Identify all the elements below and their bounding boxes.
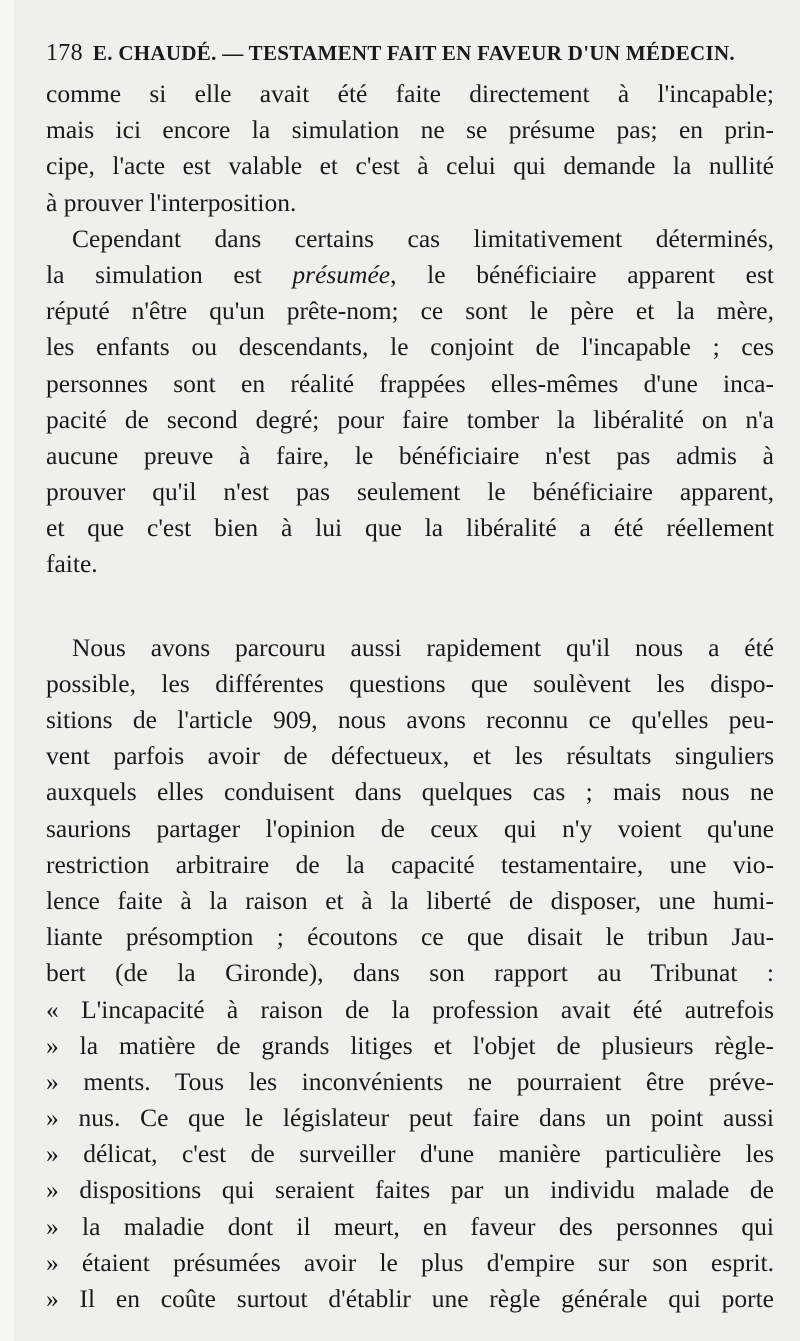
text-line: les enfants ou descendants, le conjoint de l'incapable ; ces — [46, 332, 774, 362]
text-line: comme si elle avait été faite directement à l'incapable; — [46, 79, 774, 108]
text-line: saurions partager l'opinion de ceux qui n'y voient qu'une — [46, 813, 774, 843]
text-line: faite. — [46, 549, 98, 579]
text-line: possible, les différentes questions que soulèvent les dispo- — [46, 668, 774, 698]
paragraph-2 — [46, 221, 774, 583]
text-line: prouver qu'il n'est pas seulement le bénéficiaire apparent, — [46, 477, 774, 507]
text-line: à prouver l'interposition. — [46, 187, 297, 217]
text-line: mais ici encore la simulation ne se présume pas; en prin- — [46, 115, 774, 145]
text-line: lence faite à la raison et à la liberté de disposer, une humi- — [46, 885, 774, 915]
running-title: E. CHAUDÉ. — TESTAMENT FAIT EN FAVEUR D'UN MÉDECIN. — [92, 41, 735, 65]
text-line: et que c'est bien à lui que la libéralité a été réellement — [46, 513, 774, 543]
text-span: la simulation est — [46, 259, 293, 289]
italic-term: présumée — [292, 259, 391, 289]
text-line: auxquels elles conduisent dans quelques cas ; mais nous ne — [46, 777, 774, 807]
quote-line: » étaient présumées avoir le plus d'empire sur son esprit. — [46, 1247, 774, 1277]
text-line: aucune preuve à faire, le bénéficiaire n'est pas admis à — [46, 440, 774, 470]
text-line: vent parfois avoir de défectueux, et les résultats singuliers — [46, 741, 774, 771]
text-line: Nous avons parcouru aussi rapidement qu'il nous a été — [72, 632, 774, 662]
quote-line: » la matière de grands litiges et l'objet de plusieurs règle- — [46, 1030, 774, 1060]
quote-line: » délicat, c'est de surveiller d'une manière particulière les — [46, 1139, 774, 1169]
running-header — [46, 40, 774, 76]
quote-line: » la maladie dont il meurt, en faveur des personnes qui — [46, 1211, 774, 1241]
quote-line: » dispositions qui seraient faites par un individu malade de — [46, 1175, 774, 1205]
quote-line: « L'incapacité à raison de la profession avait été autrefois — [46, 994, 774, 1024]
text-line: Cependant dans certains cas limitativement déterminés, — [72, 223, 774, 253]
paragraph-3 — [46, 630, 774, 1318]
text-line: cipe, l'acte est valable et c'est à celui qui demande la nullité — [46, 151, 774, 181]
quote-line: » Il en coûte surtout d'établir une règle générale qui porte — [46, 1284, 774, 1313]
text-line: réputé n'être qu'un prête-nom; ce sont le père et la mère, — [46, 296, 774, 326]
paragraph-1 — [46, 76, 774, 221]
page-gutter — [0, 0, 14, 1341]
text-line: pacité de second degré; pour faire tomber la libéralité on n'a — [46, 404, 774, 434]
quote-line: » ments. Tous les inconvénients ne pourraient être préve- — [46, 1066, 774, 1096]
text-line: bert (de la Gironde), dans son rapport au Tribunat : — [46, 958, 774, 988]
text-span: , le bénéficiaire apparent est — [390, 259, 774, 289]
text-line: sitions de l'article 909, nous avons reconnu ce qu'elles peu- — [46, 705, 774, 734]
paragraph-gap — [46, 583, 774, 630]
text-line — [46, 257, 774, 293]
text-line: restriction arbitraire de la capacité testamentaire, une vio- — [46, 849, 774, 879]
page-number: 178 — [46, 40, 83, 66]
text-line: personnes sont en réalité frappées elles-mêmes d'une inca- — [46, 368, 774, 398]
quote-line: » nus. Ce que le législateur peut faire dans un point aussi — [46, 1103, 774, 1133]
text-line: liante présomption ; écoutons ce que disait le tribun Jau- — [46, 922, 774, 952]
